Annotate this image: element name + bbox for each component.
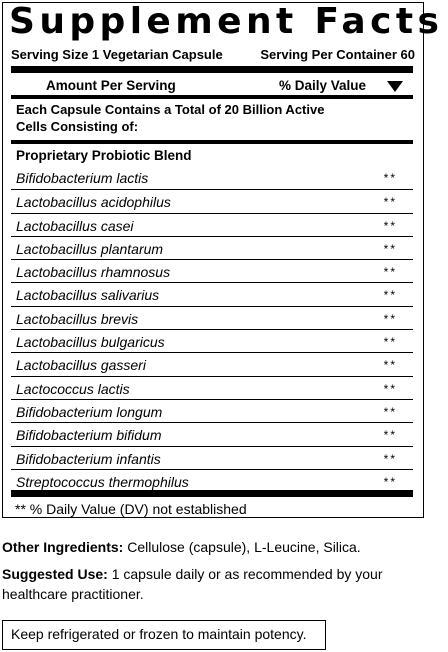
ingredient-name: Lactobacillus bulgaricus <box>16 334 165 351</box>
ingredient-dv: ** <box>383 288 397 303</box>
ingredient-dv: ** <box>383 311 397 326</box>
serving-info <box>11 47 415 63</box>
ingredient-row <box>11 166 413 189</box>
ingredient-name: Lactobacillus salivarius <box>16 287 160 304</box>
ingredient-row <box>11 236 413 259</box>
ingredient-row <box>11 422 413 445</box>
serving-size: Serving Size 1 Vegetarian Capsule <box>11 47 223 62</box>
ingredient-name: Bifidobacterium longum <box>16 403 163 420</box>
ingredient-dv: ** <box>383 474 397 489</box>
ingredient-dv: ** <box>383 428 397 443</box>
other-ingredients-label: Other Ingredients: <box>2 539 124 555</box>
ingredient-name: Lactobacillus brevis <box>16 310 139 327</box>
ingredient-row <box>11 213 413 236</box>
ingredient-dv: ** <box>383 404 397 419</box>
ingredient-dv: ** <box>383 171 397 185</box>
suggested-use-label: Suggested Use: <box>2 566 108 582</box>
medium-rule <box>11 95 413 99</box>
ingredient-dv: ** <box>383 218 397 233</box>
ingredient-name: Lactobacillus plantarum <box>16 240 164 257</box>
ingredient-row <box>11 306 413 329</box>
ingredient-dv: ** <box>383 265 397 280</box>
ingredient-name: Lactobacillus rhamnosus <box>16 264 171 281</box>
ingredient-name: Lactococcus lactis <box>16 380 130 397</box>
capsule-contents-line-1: Each Capsule Contains a Total of 20 Billion Active <box>16 102 325 117</box>
ingredient-name: Lactobacillus casei <box>16 217 134 234</box>
ingredient-dv: ** <box>383 195 397 210</box>
ingredient-name: Bifidobacterium infantis <box>16 450 161 467</box>
ingredient-dv: ** <box>383 381 397 396</box>
supplement-facts-panel <box>2 1 444 518</box>
storage-notice: Keep refrigerated or frozen to maintain potency. <box>2 620 326 650</box>
ingredient-row <box>11 352 413 375</box>
servings-per-container: Serving Per Container 60 <box>260 47 415 62</box>
heavy-rule-bottom <box>11 490 413 497</box>
ingredient-dv: ** <box>383 241 397 256</box>
ingredient-list <box>11 166 413 492</box>
panel-title: Supplement Facts <box>9 1 444 42</box>
ingredient-row <box>11 282 413 305</box>
dv-footnote: ** % Daily Value (DV) not established <box>15 501 247 517</box>
ingredient-row <box>11 329 413 352</box>
daily-value-label: % Daily Value <box>279 78 367 93</box>
ingredient-name: Lactobacillus gasseri <box>16 357 146 374</box>
suggested-use-text: 1 capsule daily or as recommended by your healthcare practitioner. <box>2 566 383 602</box>
ingredient-dv: ** <box>383 358 397 373</box>
ingredient-dv: ** <box>383 335 397 350</box>
other-ingredients-text: Cellulose (capsule), L-Leucine, Silica. <box>123 539 361 555</box>
ingredient-row <box>11 189 413 212</box>
heavy-rule-top <box>11 66 413 73</box>
ingredient-name: Lactobacillus acidophilus <box>16 194 171 211</box>
ingredient-row <box>11 376 413 399</box>
blend-title: Proprietary Probiotic Blend <box>16 148 192 163</box>
suggested-use <box>2 564 422 604</box>
capsule-contents-note <box>16 101 366 135</box>
amount-per-serving-label: Amount Per Serving <box>46 78 176 93</box>
ingredient-name: Bifidobacterium lactis <box>16 170 149 186</box>
ingredient-row <box>11 399 413 422</box>
amount-header-row <box>11 76 413 96</box>
capsule-contents-line-2: Cells Consisting of: <box>16 119 139 134</box>
ingredient-name: Bifidobacterium bifidum <box>16 427 162 444</box>
ingredient-row <box>11 446 413 469</box>
triangle-down-icon <box>387 81 403 92</box>
ingredient-row <box>11 259 413 282</box>
ingredient-name: Streptococcus thermophilus <box>16 473 189 490</box>
medium-rule-2 <box>11 140 413 144</box>
ingredient-row <box>11 469 413 492</box>
other-ingredients <box>2 537 422 557</box>
ingredient-dv: ** <box>383 451 397 466</box>
